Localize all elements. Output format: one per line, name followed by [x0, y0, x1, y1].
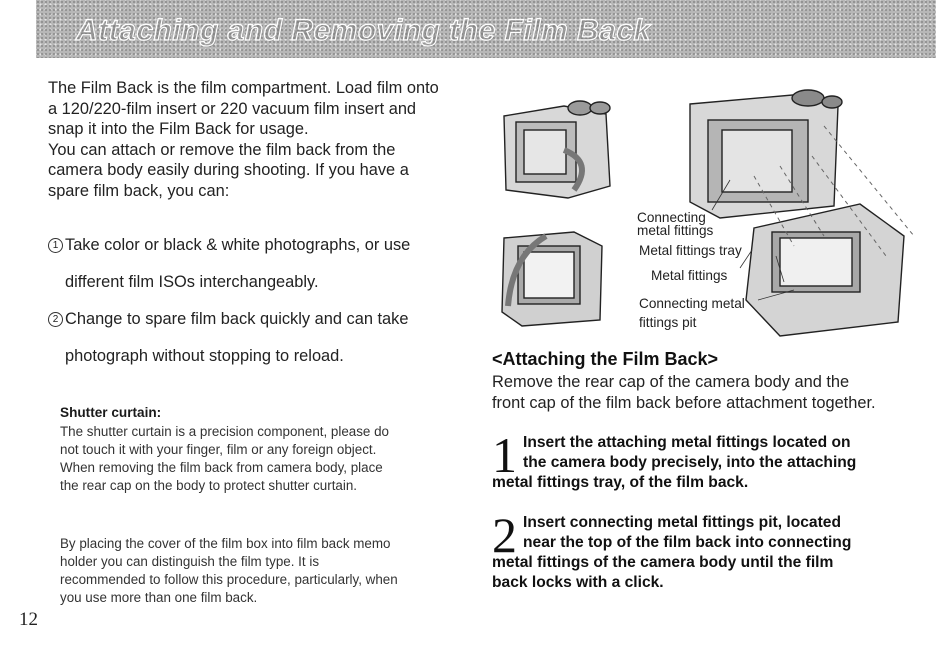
step-2 [492, 507, 912, 593]
step-line: near the top of the film back into connecting [523, 534, 852, 551]
section-intro-line: Remove the rear cap of the camera body and the [492, 373, 850, 391]
benefit-line: Change to spare film back quickly and can take [65, 310, 409, 329]
note-line: you use more than one film back. [60, 590, 258, 605]
label-connecting-metal-fittings: Connecting [637, 210, 706, 225]
note-line: the rear cap on the body to protect shutter curtain. [60, 478, 358, 493]
intro-paragraph [48, 78, 468, 201]
step-number: 1 [492, 427, 517, 483]
step-number: 2 [492, 507, 517, 563]
benefit-item [48, 235, 468, 292]
note-line: By placing the cover of the film box into film back memo [60, 536, 391, 551]
note-line: When removing the film back from camera body, place [60, 460, 383, 475]
label-connecting-metal-fittings-pit-2: fittings pit [639, 315, 697, 330]
benefit-item [48, 309, 468, 366]
header-band [36, 0, 936, 58]
benefits-list [48, 219, 468, 383]
film-back-illustration [494, 86, 934, 346]
label-metal-fittings-tray: Metal fittings tray [639, 243, 742, 258]
note-line: holder you can distinguish the film type. It is [60, 554, 320, 569]
section-heading: <Attaching the Film Back> [492, 349, 719, 369]
note-line: not touch it with your finger, film or any foreign object. [60, 442, 377, 457]
note-line: recommended to follow this procedure, particularly, when [60, 572, 398, 587]
intro-line: camera body easily during shooting. If you have a [48, 161, 409, 179]
step-line: metal fittings of the camera body until the film [492, 554, 834, 571]
intro-line: snap it into the Film Back for usage. [48, 120, 309, 138]
memo-holder-note [60, 535, 445, 607]
section-intro-line: front cap of the film back before attachment together. [492, 393, 876, 412]
intro-line: You can attach or remove the film back from the [48, 140, 396, 159]
note-line: The shutter curtain is a precision component, please do [60, 424, 389, 439]
step-line: Insert the attaching metal fittings located on [523, 434, 851, 451]
label-connecting-metal-fittings-pit: Connecting metal [639, 296, 745, 311]
circled-number-marker: 2 [48, 312, 63, 327]
benefit-line: Take color or black & white photographs, or use [65, 236, 411, 255]
note-title: Shutter curtain: [60, 405, 162, 420]
label-metal-fittings: Metal fittings [651, 268, 728, 283]
step-line: metal fittings tray, of the film back. [492, 474, 749, 491]
step-1 [492, 427, 912, 493]
page-title: Attaching and Removing the Film Back [76, 14, 651, 47]
step-line: back locks with a click. [492, 574, 664, 591]
intro-line: a 120/220-film insert or 220 vacuum film insert and [48, 99, 417, 118]
benefit-line: different film ISOs interchangeably. [65, 273, 319, 292]
intro-line: spare film back, you can: [48, 181, 230, 200]
page-number: 12 [19, 609, 38, 630]
section-intro [492, 372, 922, 413]
step-line: the camera body precisely, into the attaching [523, 454, 857, 471]
circled-number-marker: 1 [48, 238, 63, 253]
intro-line: The Film Back is the film compartment. Load film onto [48, 79, 439, 97]
label-connecting-metal-fittings-2: metal fittings [637, 223, 714, 238]
benefit-line: photograph without stopping to reload. [65, 347, 344, 366]
shutter-curtain-note [60, 404, 445, 495]
step-line: Insert connecting metal fittings pit, located [523, 514, 841, 531]
